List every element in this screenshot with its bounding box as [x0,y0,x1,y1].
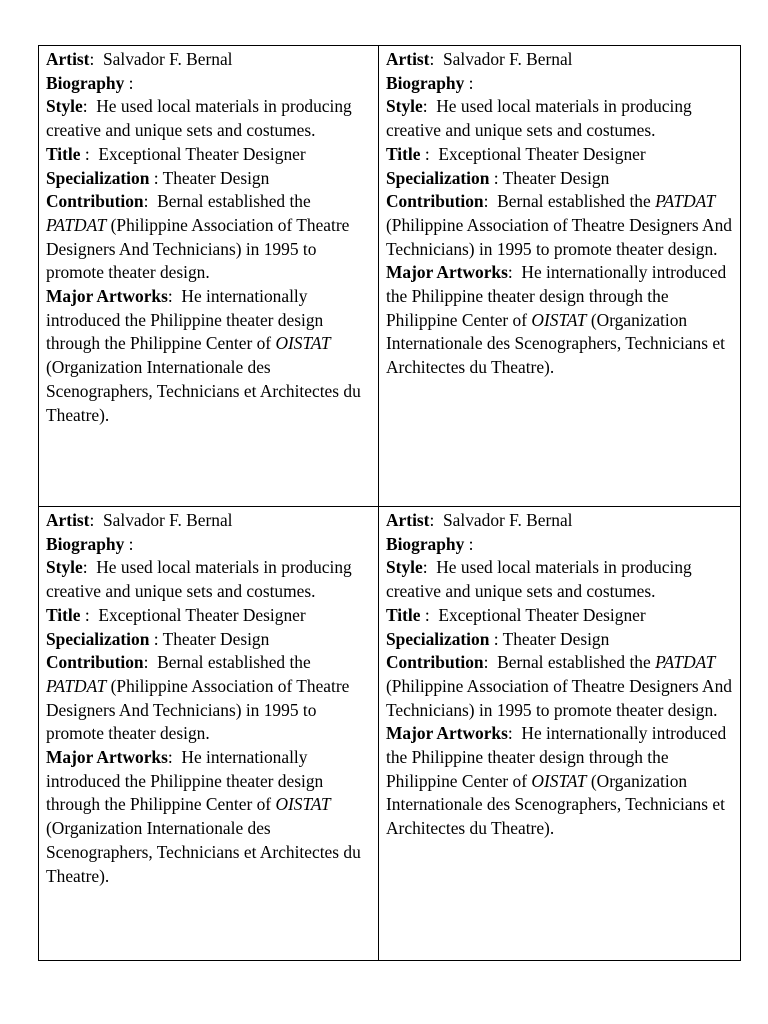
oistat-acronym: OISTAT [531,309,587,330]
major-artworks-text: He internationally introduced the Philippine theater design through the Philippine Center of [386,262,727,330]
major-artworks-line: Major Artworks: He internationally introduced the Philippine theater design through the Philippine Center of OISTAT (Organization Internationale des Scenographers, Technicians et Architectes du Theatre). [46,747,361,886]
title-line: Title : Exceptional Theater Designer [46,604,306,625]
title-label: Title [46,604,81,625]
patdat-acronym: PATDAT [655,191,716,212]
contribution-label: Contribution [386,652,484,673]
contribution-text: Bernal established the [157,191,311,212]
artist-line: Artist: Salvador F. Bernal [386,49,573,69]
title-value: Exceptional Theater Designer [98,143,306,164]
contribution-line: Contribution: Bernal established the PATDAT (Philippine Association of Theatre Designers And Technicians) in 1995 to promote theater design. [386,652,732,720]
style-label: Style [386,557,423,578]
contribution-label: Contribution [386,191,484,212]
specialization-line: Specialization : Theater Design [386,628,610,649]
style-value: He used local materials in producing creative and unique sets and costumes. [386,557,692,602]
style-line: Style: He used local materials in producing creative and unique sets and costumes. [386,557,692,602]
contribution-text: Bernal established the [497,191,651,212]
major-artworks-text: He internationally introduced the Philippine theater design through the Philippine Center of [46,747,324,815]
specialization-label: Specialization [46,628,150,649]
style-value: He used local materials in producing creative and unique sets and costumes. [386,96,692,141]
major-artworks-detail: (Organization Internationale des Scenographers, Technicians et Architectes du Theatre). [386,770,725,839]
artist-value: Salvador F. Bernal [103,510,233,530]
style-value: He used local materials in producing creative and unique sets and costumes. [46,96,352,141]
biography-line: Biography : [386,72,474,93]
artist-card [379,46,740,507]
major-artworks-text: He internationally introduced the Philippine theater design through the Philippine Center of [386,723,727,791]
specialization-line: Specialization : Theater Design [46,628,270,649]
specialization-label: Specialization [386,167,490,188]
style-label: Style [386,96,423,117]
style-value: He used local materials in producing creative and unique sets and costumes. [46,557,352,602]
artist-line: Artist: Salvador F. Bernal [46,49,233,69]
artist-label: Artist [386,49,430,69]
title-line: Title : Exceptional Theater Designer [46,143,306,164]
title-label: Title [386,143,421,164]
artist-card [39,507,379,960]
specialization-value: Theater Design [502,628,610,649]
biography-line: Biography : [386,533,474,554]
biography-label: Biography [386,72,465,93]
biography-line: Biography : [46,72,134,93]
contribution-line: Contribution: Bernal established the PATDAT (Philippine Association of Theatre Designers And Technicians) in 1995 to promote theater design. [46,191,350,283]
oistat-acronym: OISTAT [275,333,331,354]
title-line: Title : Exceptional Theater Designer [386,143,646,164]
patdat-acronym: PATDAT [655,652,716,673]
oistat-acronym: OISTAT [531,770,587,791]
specialization-value: Theater Design [162,628,270,649]
title-value: Exceptional Theater Designer [438,604,646,625]
title-line: Title : Exceptional Theater Designer [386,604,646,625]
biography-line: Biography : [46,533,134,554]
style-line: Style: He used local materials in producing creative and unique sets and costumes. [386,96,692,141]
artist-label: Artist [46,510,90,530]
specialization-line: Specialization : Theater Design [386,167,610,188]
artist-line: Artist: Salvador F. Bernal [386,510,573,530]
biography-label: Biography [46,72,125,93]
style-line: Style: He used local materials in producing creative and unique sets and costumes. [46,96,352,141]
major-artworks-line: Major Artworks: He internationally introduced the Philippine theater design through the Philippine Center of OISTAT (Organization Internationale des Scenographers, Technicians et Architectes du Theatre). [46,286,361,425]
style-label: Style [46,96,83,117]
contribution-detail: (Philippine Association of Theatre Designers And Technicians) in 1995 to promote theater design. [46,675,350,744]
biography-label: Biography [386,533,465,554]
major-artworks-label: Major Artworks [386,723,508,744]
patdat-acronym: PATDAT [46,675,107,696]
contribution-label: Contribution [46,191,144,212]
style-line: Style: He used local materials in producing creative and unique sets and costumes. [46,557,352,602]
artist-value: Salvador F. Bernal [443,510,573,530]
artist-card [39,46,379,507]
contribution-line: Contribution: Bernal established the PATDAT (Philippine Association of Theatre Designers And Technicians) in 1995 to promote theater design. [386,191,732,259]
specialization-label: Specialization [386,628,490,649]
specialization-value: Theater Design [162,167,270,188]
style-label: Style [46,557,83,578]
contribution-text: Bernal established the [497,652,651,673]
title-label: Title [386,604,421,625]
specialization-line: Specialization : Theater Design [46,167,270,188]
contribution-detail: (Philippine Association of Theatre Designers And Technicians) in 1995 to promote theater design. [386,675,732,720]
specialization-value: Theater Design [502,167,610,188]
major-artworks-detail: (Organization Internationale des Scenographers, Technicians et Architectes du Theatre). [46,357,361,425]
contribution-detail: (Philippine Association of Theatre Designers And Technicians) in 1995 to promote theater design. [386,214,732,259]
major-artworks-detail: (Organization Internationale des Scenographers, Technicians et Architectes du Theatre). [386,309,725,378]
contribution-line: Contribution: Bernal established the PATDAT (Philippine Association of Theatre Designers And Technicians) in 1995 to promote theater design. [46,652,350,744]
contribution-label: Contribution [46,652,144,673]
major-artworks-line: Major Artworks: He internationally introduced the Philippine theater design through the Philippine Center of OISTAT (Organization Internationale des Scenographers, Technicians et Architectes du Theatre). [386,262,727,378]
artist-label: Artist [386,510,430,530]
major-artworks-label: Major Artworks [46,747,168,768]
major-artworks-detail: (Organization Internationale des Scenographers, Technicians et Architectes du Theatre). [46,818,361,886]
specialization-label: Specialization [46,167,150,188]
contribution-detail: (Philippine Association of Theatre Designers And Technicians) in 1995 to promote theater design. [46,214,350,283]
major-artworks-label: Major Artworks [386,262,508,283]
patdat-acronym: PATDAT [46,214,107,235]
major-artworks-label: Major Artworks [46,286,168,307]
oistat-acronym: OISTAT [275,794,331,815]
title-label: Title [46,143,81,164]
artist-card [379,507,740,960]
artist-card-table [38,45,741,961]
contribution-text: Bernal established the [157,652,311,673]
title-value: Exceptional Theater Designer [438,143,646,164]
major-artworks-text: He internationally introduced the Philippine theater design through the Philippine Center of [46,286,324,354]
artist-line: Artist: Salvador F. Bernal [46,510,233,530]
artist-value: Salvador F. Bernal [443,49,573,69]
biography-label: Biography [46,533,125,554]
title-value: Exceptional Theater Designer [98,604,306,625]
artist-label: Artist [46,49,90,69]
major-artworks-line: Major Artworks: He internationally introduced the Philippine theater design through the Philippine Center of OISTAT (Organization Internationale des Scenographers, Technicians et Architectes du Theatre). [386,723,727,839]
artist-value: Salvador F. Bernal [103,49,233,69]
